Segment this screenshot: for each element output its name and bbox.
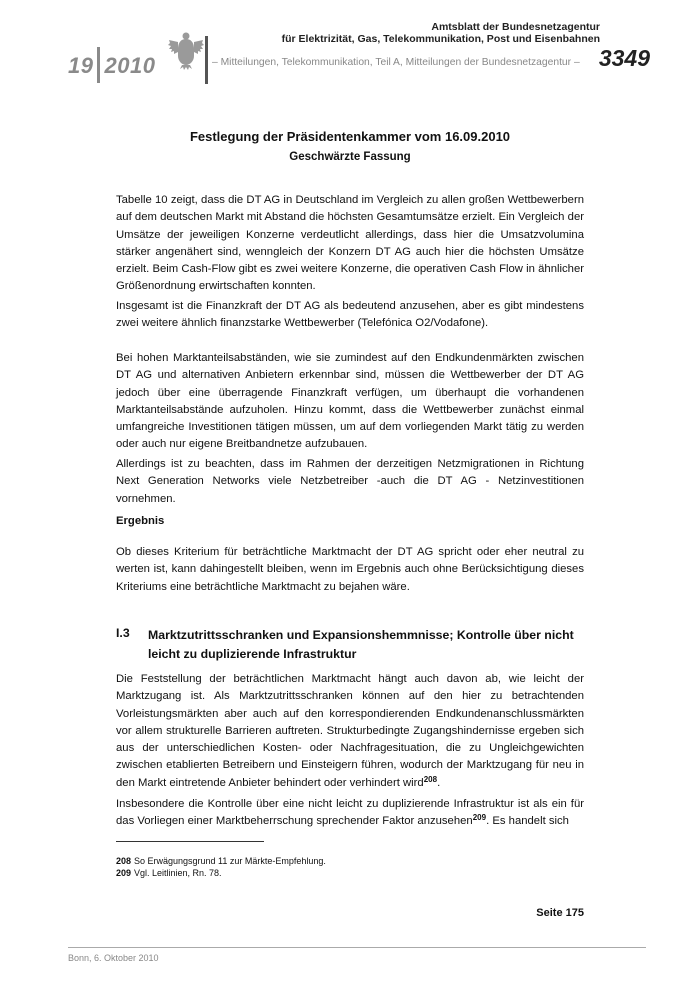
issue-label — [68, 47, 155, 83]
paragraph-7-end: . Es handelt sich — [486, 815, 569, 828]
footnote-ref-208[interactable]: 208 — [423, 774, 438, 784]
footnote-text: Vgl. Leitlinien, Rn. 78. — [134, 868, 222, 878]
paragraph-7 — [116, 796, 584, 831]
paragraph-7-text: Insbesondere die Kontrolle über eine nicht leicht zu duplizierende Infrastruktur ist als ein für das Vorliegen einer Marktbeherrschung sprechender Faktor anzusehen — [116, 798, 584, 828]
gazette-subtitle: – Mitteilungen, Telekommunikation, Teil A, Mitteilungen der Bundesnetzagentur – — [212, 57, 580, 68]
footnote-number: 208 — [116, 856, 132, 866]
paragraph-6-text: Die Feststellung der beträchtlichen Marktmacht hängt auch davon ab, wie leicht der Marktzugang ist. Als Marktzutrittsschranken können auf den hier zu betrachtenden Vorleistungsmärkten aber auch auf den korrespondierenden Endkundenanschlussmärkten vor allem strukturelle Barrieren auftreten. Strukturbedingte Zugangshindernisse ergeben sich aus der unterschiedlichen Kosten- oder Nachfragesituation, die zu Ungleichgewichten zwischen etablierten Betreibern und Einsteigern führen, wodurch der Marktzugang für neu in den Markt eintretende Anbieter behindert oder verhindert wird — [116, 673, 584, 789]
paragraph-4: Allerdings ist zu beachten, dass im Rahmen der derzeitigen Netzmigrationen in Richtung Next Generation Networks viele Netzbetreiber -auch die DT AG - Netzinvestitionen vornehmen. — [116, 458, 584, 505]
header-divider — [205, 36, 208, 84]
page-label: Seite 175 — [536, 907, 584, 919]
footnote-208 — [116, 856, 326, 866]
document-subtitle: Geschwärzte Fassung — [289, 151, 411, 163]
paragraph-6 — [116, 671, 584, 792]
federal-eagle-icon — [168, 30, 204, 70]
issue-number: 19 — [68, 53, 94, 78]
footnote-number: 209 — [116, 868, 132, 878]
footnote-divider — [116, 841, 264, 842]
footnote-209 — [116, 868, 222, 878]
footnote-ref-209[interactable]: 209 — [472, 813, 487, 823]
footer-date: Bonn, 6. Oktober 2010 — [68, 953, 159, 963]
paragraph-3: Bei hohen Marktanteilsabständen, wie sie zumindest auf den Endkundenmärkten zwischen DT AG und alternativen Anbietern erkennbar sind, müssen die Wettbewerber der DT AG jedoch über eine überragende Finanzkraft verfügen, um überhaupt die vorhandenen Marktanteilsabstände aufzuholen. Hinzu kommt, dass die Wettbewerber zunächst einmal umfangreiche Investitionen tätigen müssen, um auf dem vorliegenden Markt tätig zu werden oder auch nur eigene Breitbandnetze aufzubauen. — [116, 352, 584, 451]
document-title: Festlegung der Präsidentenkammer vom 16.09.2010 — [189, 129, 511, 144]
section-title: Marktzutrittsschranken und Expansionshemmnisse; Kontrolle über nicht leicht zu duplizierende Infrastruktur — [148, 628, 574, 661]
gazette-page-number: 3349 — [598, 45, 650, 71]
paragraph-1: Tabelle 10 zeigt, dass die DT AG in Deutschland im Vergleich zu allen großen Wettbewerbern auf dem deutschen Markt mit Abstand die höchsten Gesamtumsätze erzielt. Ein Vergleich der Umsätze der jeweiligen Konzerne verdeutlicht allerdings, dass hier die Umsatzvolumina stärker angenähert sind, wenngleich der Konzern DT AG auch hier die höchsten Umsätze erzielt. Beim Cash-Flow gibt es zwei weitere Konzerne, die operativen Cash Flow in ähnlicher Größenordnung erwirtschaften konnten. — [116, 194, 584, 293]
footnote-text: So Erwägungsgrund 11 zur Märkte-Empfehlung. — [134, 856, 326, 866]
section-number: I.3 — [116, 626, 130, 640]
gazette-title — [210, 21, 600, 45]
paragraph-5: Ob dieses Kriterium für beträchtliche Marktmacht der DT AG spricht oder eher neutral zu werten ist, kann dahingestellt bleiben, wenn im Ergebnis auch ohne Berücksichtigung dieses Kriteriums eine beträchtliche Marktmacht zu bejahen wäre. — [116, 546, 584, 593]
gazette-title-line2: für Elektrizität, Gas, Telekommunikation, Post und Eisenbahnen — [281, 33, 600, 45]
result-heading: Ergebnis — [116, 515, 165, 527]
gazette-title-line1: Amtsblatt der Bundesnetzagentur — [431, 21, 600, 33]
paragraph-2: Insgesamt ist die Finanzkraft der DT AG als bedeutend anzusehen, aber es gibt mindestens zwei weitere ähnlich finanzstarke Wettbewerber (Telefónica O2/Vodafone). — [116, 300, 584, 330]
issue-separator — [97, 47, 100, 83]
issue-year: 2010 — [104, 53, 156, 78]
paragraph-6-end: . — [437, 776, 441, 789]
footer-divider — [68, 947, 646, 948]
